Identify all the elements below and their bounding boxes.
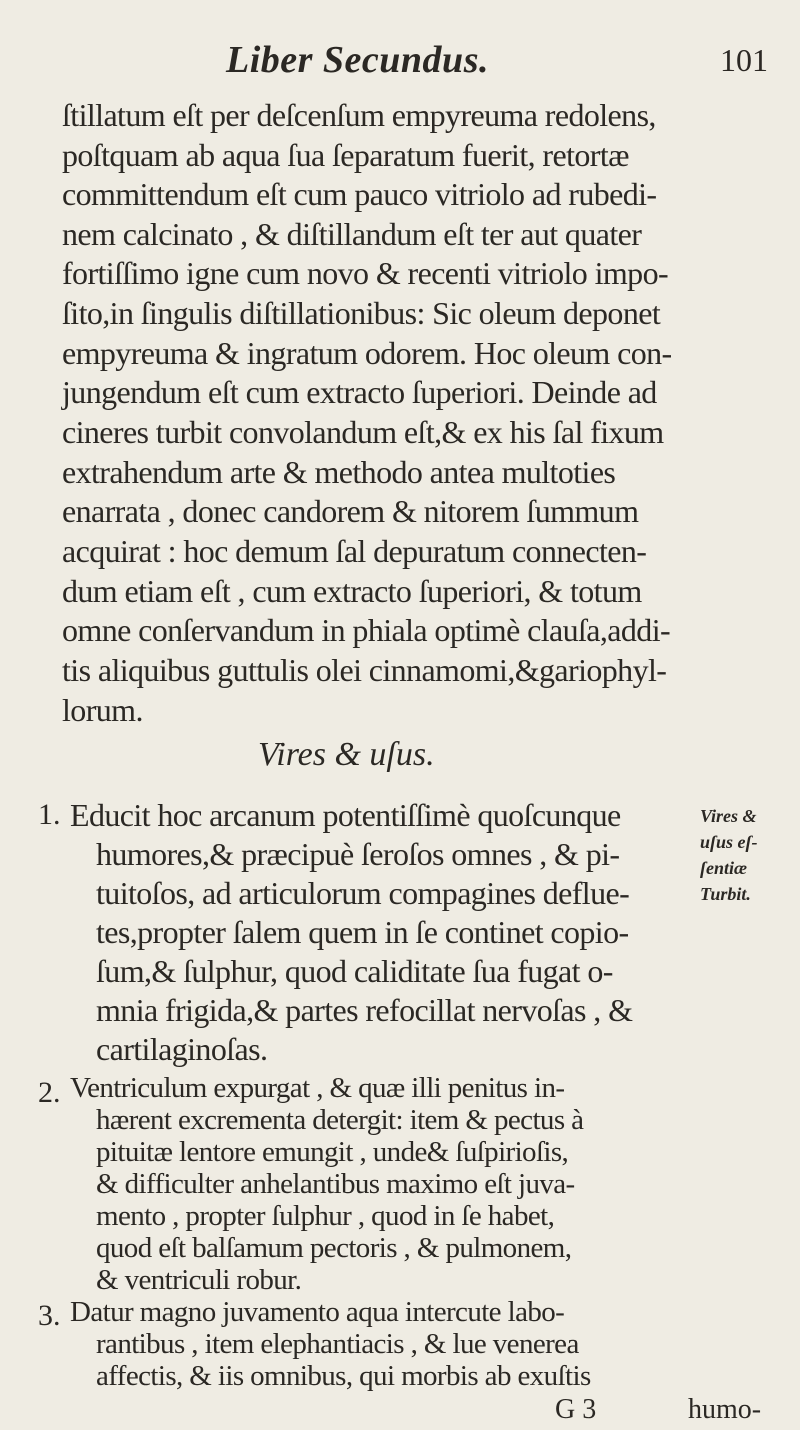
item-number: 1.: [38, 798, 61, 831]
text-line: mento , propter ſulphur , quod in ſe habet,: [96, 1200, 555, 1232]
text-line: committendum eſt cum pauco vitriolo ad rubedi-: [62, 176, 657, 212]
text-line: poſtquam ab aqua ſua ſeparatum fuerit, retortæ: [62, 137, 629, 173]
text-line: affectis, & iis omnibus, qui morbis ab exuſtis: [96, 1360, 591, 1392]
signature-mark: G 3: [555, 1394, 597, 1425]
text-line: fortiſſimo igne cum novo & recenti vitriolo impo-: [62, 255, 669, 291]
text-line: tis aliquibus guttulis olei cinnamomi,&gariophyl-: [62, 652, 667, 688]
margin-note-line: uſus eſ-: [700, 832, 758, 852]
text-line: ſum,& ſulphur, quod caliditate ſua fugat o-: [96, 953, 613, 989]
running-title: Liber Secundus.: [226, 39, 489, 81]
page-header: [0, 32, 800, 82]
margin-note-line: Turbit.: [700, 884, 751, 904]
text-line: Educit hoc arcanum potentiſſimè quoſcunque: [70, 797, 621, 833]
text-line: pituitæ lentore emungit , unde& ſuſpirioſis,: [96, 1136, 569, 1168]
text-line: omne conſervandum in phiala optimè clauſa,addi-: [62, 612, 671, 648]
catchword: humo-: [688, 1394, 762, 1425]
text-line: Datur magno juvamento aqua intercute labo-: [70, 1296, 565, 1328]
text-line: cineres turbit convolandum eſt,& ex his ſal fixum: [62, 414, 664, 450]
text-line: Ventriculum expurgat , & quæ illi penitus in-: [70, 1072, 565, 1104]
text-line: extrahendum arte & methodo antea multoties: [62, 454, 616, 490]
item-number: 2.: [38, 1076, 61, 1109]
text-line: empyreuma & ingratum odorem. Hoc oleum con-: [62, 335, 672, 371]
text-line: ſtillatum eſt per deſcenſum empyreuma redolens,: [62, 97, 656, 133]
text-line: ſito,in ſingulis diſtillationibus: Sic oleum deponet: [62, 295, 661, 331]
text-line: jungendum eſt cum extracto ſuperiori. Deinde ad: [62, 374, 657, 410]
text-line: & ventriculi robur.: [96, 1264, 302, 1296]
text-line: rantibus , item elephantiacis , & lue venerea: [96, 1328, 579, 1360]
text-line: quod eſt balſamum pectoris , & pulmonem,: [96, 1232, 572, 1264]
section-title: Vires & uſus.: [258, 736, 435, 773]
margin-note-line: Vires &: [700, 806, 757, 826]
text-line: acquirat : hoc demum ſal depuratum connecten-: [62, 533, 647, 569]
text-line: enarrata , donec candorem & nitorem ſummum: [62, 493, 639, 529]
text-line: hærent excrementa detergit: item & pectus à: [96, 1104, 584, 1136]
page-number: 101: [720, 42, 768, 78]
text-line: dum etiam eſt , cum extracto ſuperiori, & totum: [62, 573, 642, 609]
text-line: tes,propter ſalem quem in ſe continet copio-: [96, 914, 629, 950]
text-line: nem calcinato , & diſtillandum eſt ter aut quater: [62, 216, 642, 252]
text-line: tuitoſos, ad articulorum compagines deflue-: [96, 875, 630, 911]
text-line: humores,& præcipuè ſeroſos omnes , & pi-: [96, 836, 620, 872]
text-line: lorum.: [62, 692, 143, 728]
text-line: mnia frigida,& partes refocillat nervoſas , &: [96, 992, 633, 1028]
text-line: & difficulter anhelantibus maximo eſt juva-: [96, 1168, 575, 1200]
text-line: cartilaginoſas.: [96, 1031, 268, 1067]
margin-note-line: ſentiæ: [700, 858, 747, 878]
item-number: 3.: [38, 1299, 61, 1332]
